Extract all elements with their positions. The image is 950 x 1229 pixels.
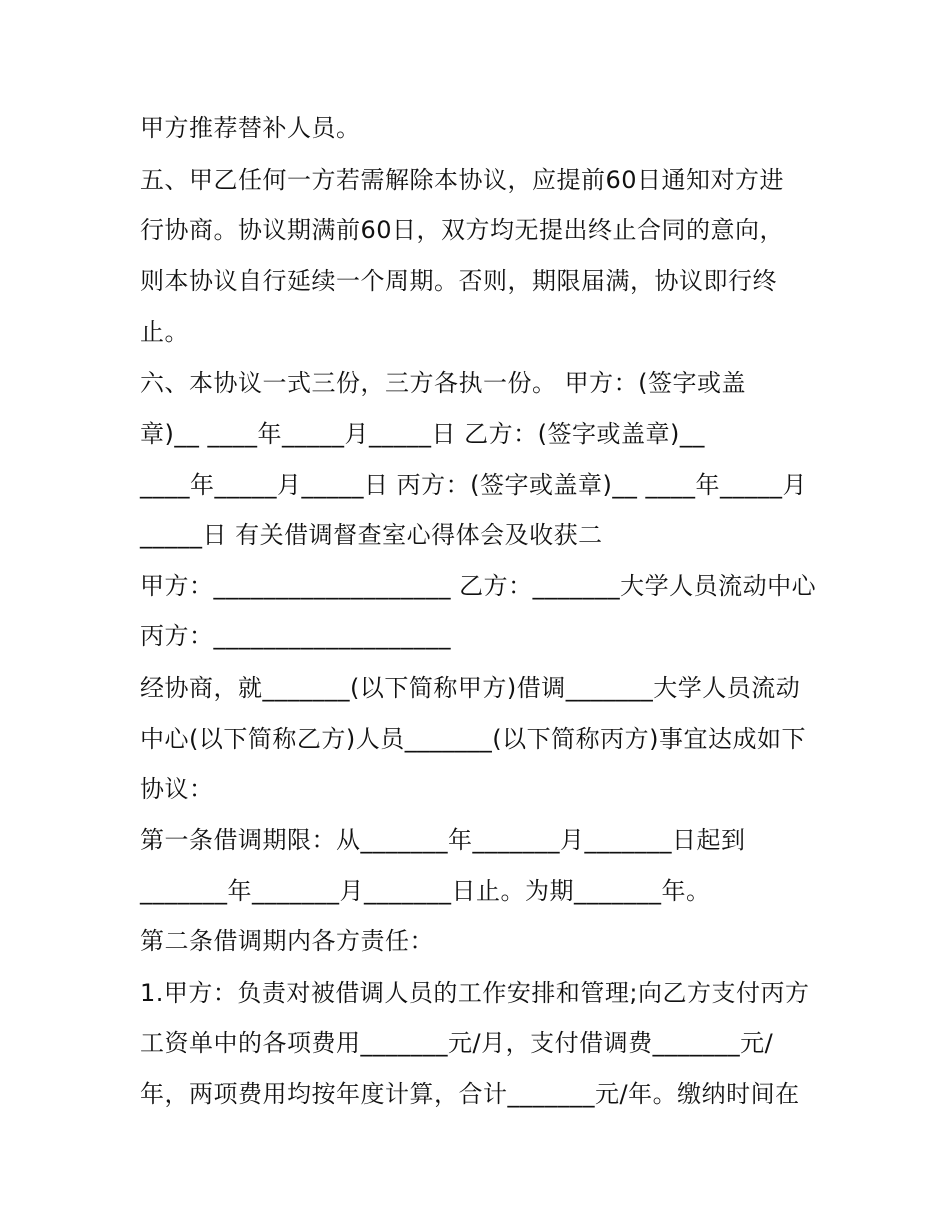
text-line: 五、甲乙任何一方若需解除本协议，应提前60日通知对方进 [140, 166, 785, 194]
text-line: 协议： [140, 775, 214, 803]
text-line: 1.甲方：负责对被借调人员的工作安排和管理;向乙方支付丙方 [140, 979, 810, 1007]
text-line: _____日 有关借调督查室心得体会及收获二 [140, 521, 603, 549]
text-line: 第二条借调期内各方责任： [140, 927, 434, 955]
text-line: 止。 [140, 318, 189, 346]
text-line: 工资单中的各项费用_______元/月，支付借调费_______元/ [140, 1029, 774, 1057]
text-line: 年，两项费用均按年度计算，合计_______元/年。缴纳时间在 [140, 1080, 800, 1108]
text-line: _______年_______月_______日止。为期_______年。 [140, 877, 711, 905]
text-line: 甲方：___________________ 乙方：_______大学人员流动中心 [140, 572, 817, 600]
text-line: ____年_____月_____日 丙方：(签字或盖章)__ ____年_____月 [140, 471, 807, 499]
text-line: 中心(以下简称乙方)人员_______(以下简称丙方)事宜达成如下 [140, 725, 806, 753]
text-line: 六、本协议一式三份，三方各执一份。 甲方：(签字或盖 [140, 369, 746, 397]
text-line: 甲方推荐替补人员。 [140, 114, 361, 142]
text-line: 经协商，就_______(以下简称甲方)借调_______大学人员流动 [140, 674, 801, 702]
text-line: 则本协议自行延续一个周期。否则，期限届满，协议即行终 [140, 267, 777, 295]
text-line: 第一条借调期限：从_______年_______月_______日起到 [140, 826, 746, 854]
text-line: 章)__ ____年_____月_____日 乙方：(签字或盖章)__ [140, 420, 705, 448]
text-line: 丙方：___________________ [140, 622, 451, 650]
text-line: 行协商。协议期满前60日，双方均无提出终止合同的意向， [140, 216, 785, 244]
